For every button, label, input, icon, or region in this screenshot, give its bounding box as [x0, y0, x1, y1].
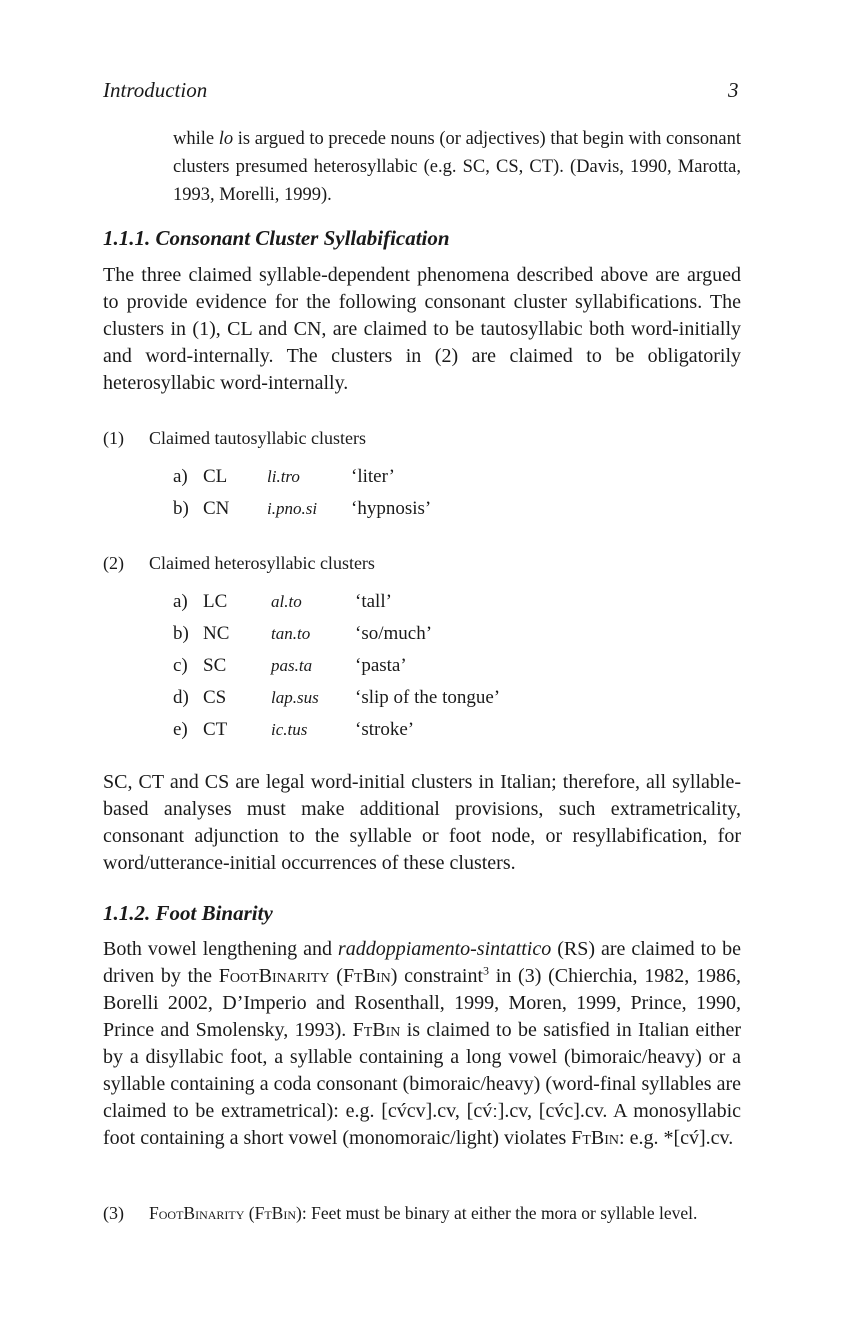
term-footbinarity: FootBinarity [218, 965, 330, 987]
example-3-number: (3) [103, 1203, 124, 1223]
term-ftbin: FtBin [254, 1203, 297, 1223]
quote-body: is argued to precede nouns (or adjectives) that begin with consonant clusters presumed heterosyllabic (e.g. SC, CS, CT). (Davis, 1990, Marotta, 1993, Morelli, 1999). [173, 129, 742, 205]
row-gloss: ‘stroke’ [355, 719, 415, 740]
row-letter: b) [173, 623, 189, 644]
example-1-row [173, 498, 431, 520]
text-run: ): Feet must be binary at either the mora or syllable level. [296, 1203, 698, 1223]
term-ftbin: FtBin [342, 965, 391, 987]
quote-word: lo [218, 129, 234, 149]
term-ftbin: FtBin [352, 1019, 401, 1041]
row-gloss: ‘hypnosis’ [351, 498, 432, 519]
term-raddoppiamento: raddoppiamento-sintattico [337, 938, 552, 960]
row-letter: d) [173, 687, 189, 708]
example-2-row [173, 591, 392, 613]
text-run: in (3) (Chierchia, 1982, 1986, Borelli 2002, D’Imperio and Rosenthall, 1999, Moren, 1999, Prince, 1990, Prince and Smolensky, 1993). [103, 965, 742, 1041]
row-cluster: LC [203, 591, 228, 612]
row-letter: b) [173, 498, 189, 519]
row-letter: e) [173, 719, 188, 740]
row-letter: c) [173, 655, 188, 676]
term-footbinarity: FootBinarity [149, 1203, 245, 1223]
text-run: ( [329, 965, 343, 987]
row-cluster: CS [203, 687, 227, 708]
row-form: ic.tus [271, 720, 308, 739]
example-2-row [173, 623, 432, 645]
paragraph-syllabification: The three claimed syllable-dependent phenomena described above are argued to provide evidence for the following consonant cluster syllabifications. The clusters in (1), CL and CN, are claimed to be tautosyllabic both word-initially and word-internally. The clusters in (2) are claimed to be obligatorily heterosyllabic word-internally. [103, 264, 741, 394]
example-3-definition [149, 1203, 697, 1224]
example-2-row [173, 719, 414, 741]
row-gloss: ‘liter’ [351, 466, 395, 487]
section-heading-foot-binarity: 1.1.2. Foot Binarity [103, 901, 273, 925]
row-form: pas.ta [271, 656, 313, 675]
row-cluster: NC [203, 623, 230, 644]
row-cluster: SC [203, 655, 227, 676]
row-form: i.pno.si [267, 499, 318, 518]
text-run: is claimed to be satisfied in Italian either by a disyllabic foot, a syllable containing a long vowel (bimoraic/heavy) or a syllable containing a coda consonant (bimoraic/heavy) (word-final syllables are claimed to be extrametrical): e.g. [cv́cv].cv, [cv́ː].cv, [cv́c].cv. A monosyllabic foot containing a short vowel (monomoraic/light) violates [103, 1019, 741, 1149]
example-2-title: Claimed heterosyllabic clusters [149, 553, 375, 573]
text-run: : e.g. *[cv́].cv. [619, 1127, 734, 1149]
row-letter: a) [173, 466, 188, 487]
quote-lead: while [173, 129, 219, 149]
text-run: ) constraint [390, 965, 484, 987]
text-run: Both vowel lengthening and [103, 938, 338, 960]
paragraph-legal-clusters: SC, CT and CS are legal word-initial clusters in Italian; therefore, all syllable-based analyses must make additional provisions, such extrametricality, consonant adjunction to the syllable or foot node, or resyllabification, for word/utterance-initial occurrences of these clusters. [103, 771, 741, 874]
row-letter: a) [173, 591, 188, 612]
row-gloss: ‘pasta’ [355, 655, 407, 676]
example-1-number: (1) [103, 428, 124, 448]
example-2-number: (2) [103, 553, 124, 573]
section-heading-cluster-syllabification: 1.1.1. Consonant Cluster Syllabification [103, 226, 450, 250]
example-2-row [173, 687, 500, 709]
row-form: lap.sus [271, 688, 319, 707]
running-header: Introduction [103, 78, 208, 102]
row-gloss: ‘tall’ [355, 591, 392, 612]
term-ftbin: FtBin [571, 1127, 620, 1149]
row-form: tan.to [271, 624, 311, 643]
footnote-marker: 3 [483, 963, 490, 978]
row-cluster: CL [203, 466, 228, 487]
example-1-title: Claimed tautosyllabic clusters [149, 428, 366, 448]
example-2-row [173, 655, 407, 677]
row-gloss: ‘so/much’ [355, 623, 433, 644]
row-gloss: ‘slip of the tongue’ [355, 687, 501, 708]
page-number: 3 [728, 78, 739, 102]
block-quote [173, 125, 741, 209]
row-form: li.tro [267, 467, 300, 486]
text-run: (RS) are claimed to be driven by the [103, 938, 741, 987]
paragraph-foot-binarity [103, 936, 741, 1152]
text-run: ( [244, 1203, 255, 1223]
row-form: al.to [271, 592, 302, 611]
example-1-row [173, 466, 395, 488]
row-cluster: CT [203, 719, 228, 740]
row-cluster: CN [203, 498, 230, 519]
